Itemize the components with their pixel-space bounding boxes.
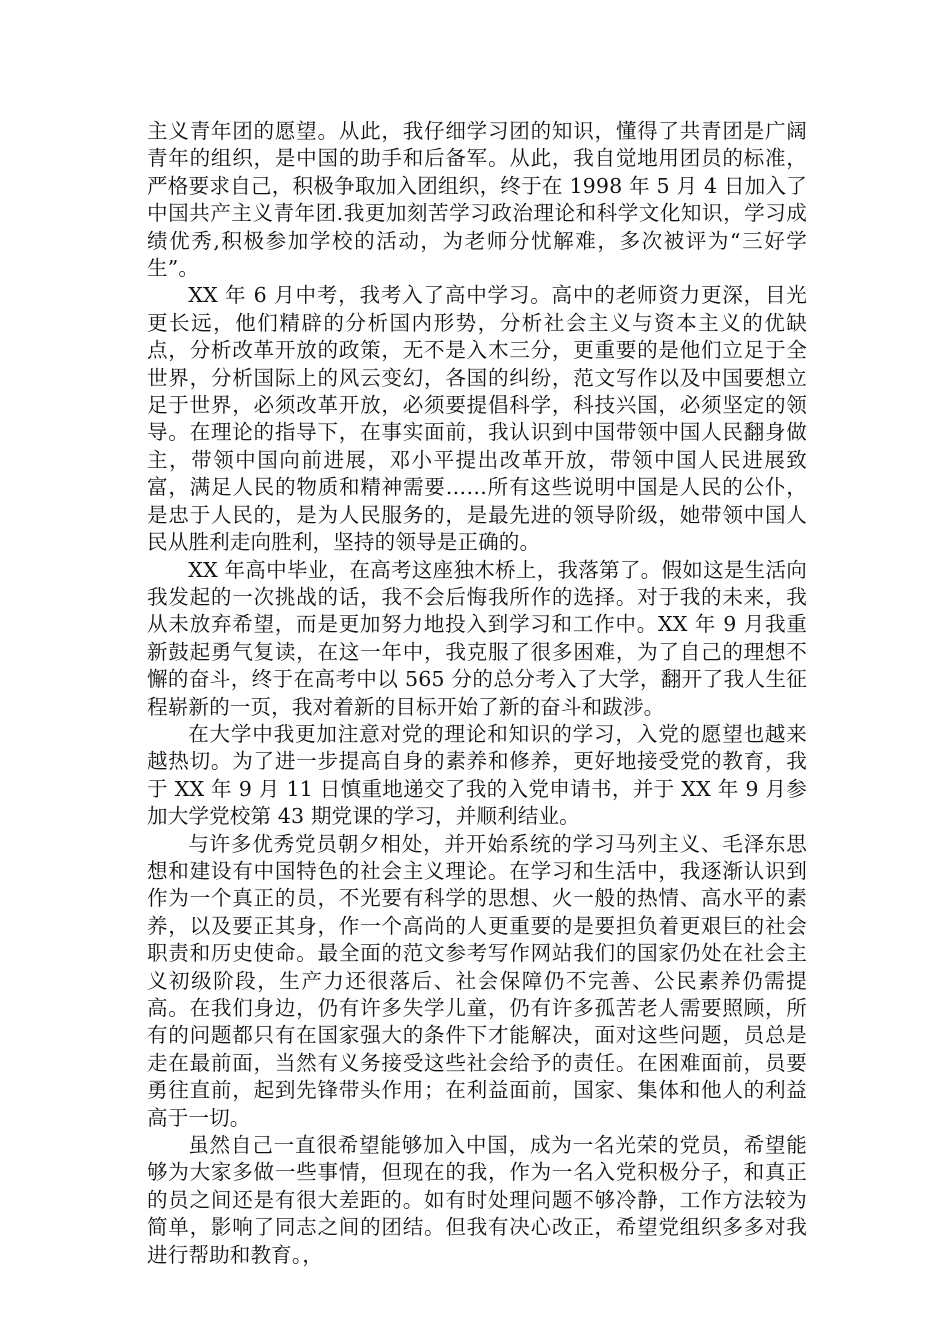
paragraph-2: XX 年 6 月中考，我考入了高中学习。高中的老师资力更深，目光更长远，他们精辟的分析国内形势，分析社会主义与资本主义的优缺点，分析改革开放的政策，无不是入木三分，更重要的是他们立足于全世界，分析国际上的风云变幻，各国的纠纷，范文写作以及中国要想立足于世界，必须改革开放，必须要提倡科学，科技兴国，必须坚定的领导。在理论的指导下，在事实面前，我认识到中国带领中国人民翻身做主，带领中国向前进展，邓小平提出改革开放，带领中国人民进展致富，满足人民的物质和精神需要……所有这些说明中国是人民的公仆，是忠于人民的，是为人民服务的，是最先进的领导阶级，她带领中国人民从胜利走向胜利，坚持的领导是正确的。 (147, 283, 807, 555)
paragraph-1: 主义青年团的愿望。从此，我仔细学习团的知识，懂得了共青团是广阔青年的组织，是中国的助手和后备军。从此，我自觉地用团员的标准，严格要求自己，积极争取加入团组织，终于在 1998 年 5 月 4 日加入了中国共产主义青年团.我更加刻苦学习政治理论和科学文化知识，学习成绩优秀,积极参加学校的活动，为老师分忧解难，多次被评为“三好学生”。 (147, 119, 807, 281)
paragraph-4: 在大学中我更加注意对党的理论和知识的学习，入党的愿望也越来越热切。为了进一步提高自身的素养和修养，更好地接受党的教育，我于 XX 年 9 月 11 日慎重地递交了我的入党申请书，并于 XX 年 9 月参加大学党校第 43 期党课的学习，并顺利结业。 (147, 721, 807, 829)
paragraph-6: 虽然自己一直很希望能够加入中国，成为一名光荣的党员，希望能够为大家多做一些事情，但现在的我，作为一名入党积极分子，和真正的员之间还是有很大差距的。如有时处理问题不够冷静，工作方法较为简单，影响了同志之间的团结。但我有决心改正，希望党组织多多对我进行帮助和教育。， (147, 1133, 807, 1267)
paragraph-3: XX 年高中毕业，在高考这座独木桥上，我落第了。假如这是生活向我发起的一次挑战的话，我不会后悔我所作的选择。对于我的未来，我从未放弃希望，而是更加努力地投入到学习和工作中。XX 年 9 月我重新鼓起勇气复读，在这一年中，我克服了很多困难，为了自己的理想不懈的奋斗，终于在高考中以 565 分的总分考入了大学，翻开了我人生征程崭新的一页，我对着新的目标开始了新的奋斗和跋涉。 (147, 557, 807, 719)
paragraph-5: 与许多优秀党员朝夕相处，并开始系统的学习马列主义、毛泽东思想和建设有中国特色的社会主义理论。在学习和生活中，我逐渐认识到作为一个真正的员，不光要有科学的思想、火一般的热情、高水平的素养，以及要正其身，作一个高尚的人更重要的是要担负着更艰巨的社会职责和历史使命。最全面的范文参考写作网站我们的国家仍处在社会主义初级阶段，生产力还很落后、社会保障仍不完善、公民素养仍需提高。在我们身边，仍有许多失学儿童，仍有许多孤苦老人需要照顾，所有的问题都只有在国家强大的条件下才能解决，面对这些问题，员总是走在最前面，当然有义务接受这些社会给予的责任。在困难面前，员要勇往直前，起到先锋带头作用；在利益面前，国家、集体和他人的利益高于一切。 (147, 831, 807, 1130)
document-body (147, 118, 807, 1269)
